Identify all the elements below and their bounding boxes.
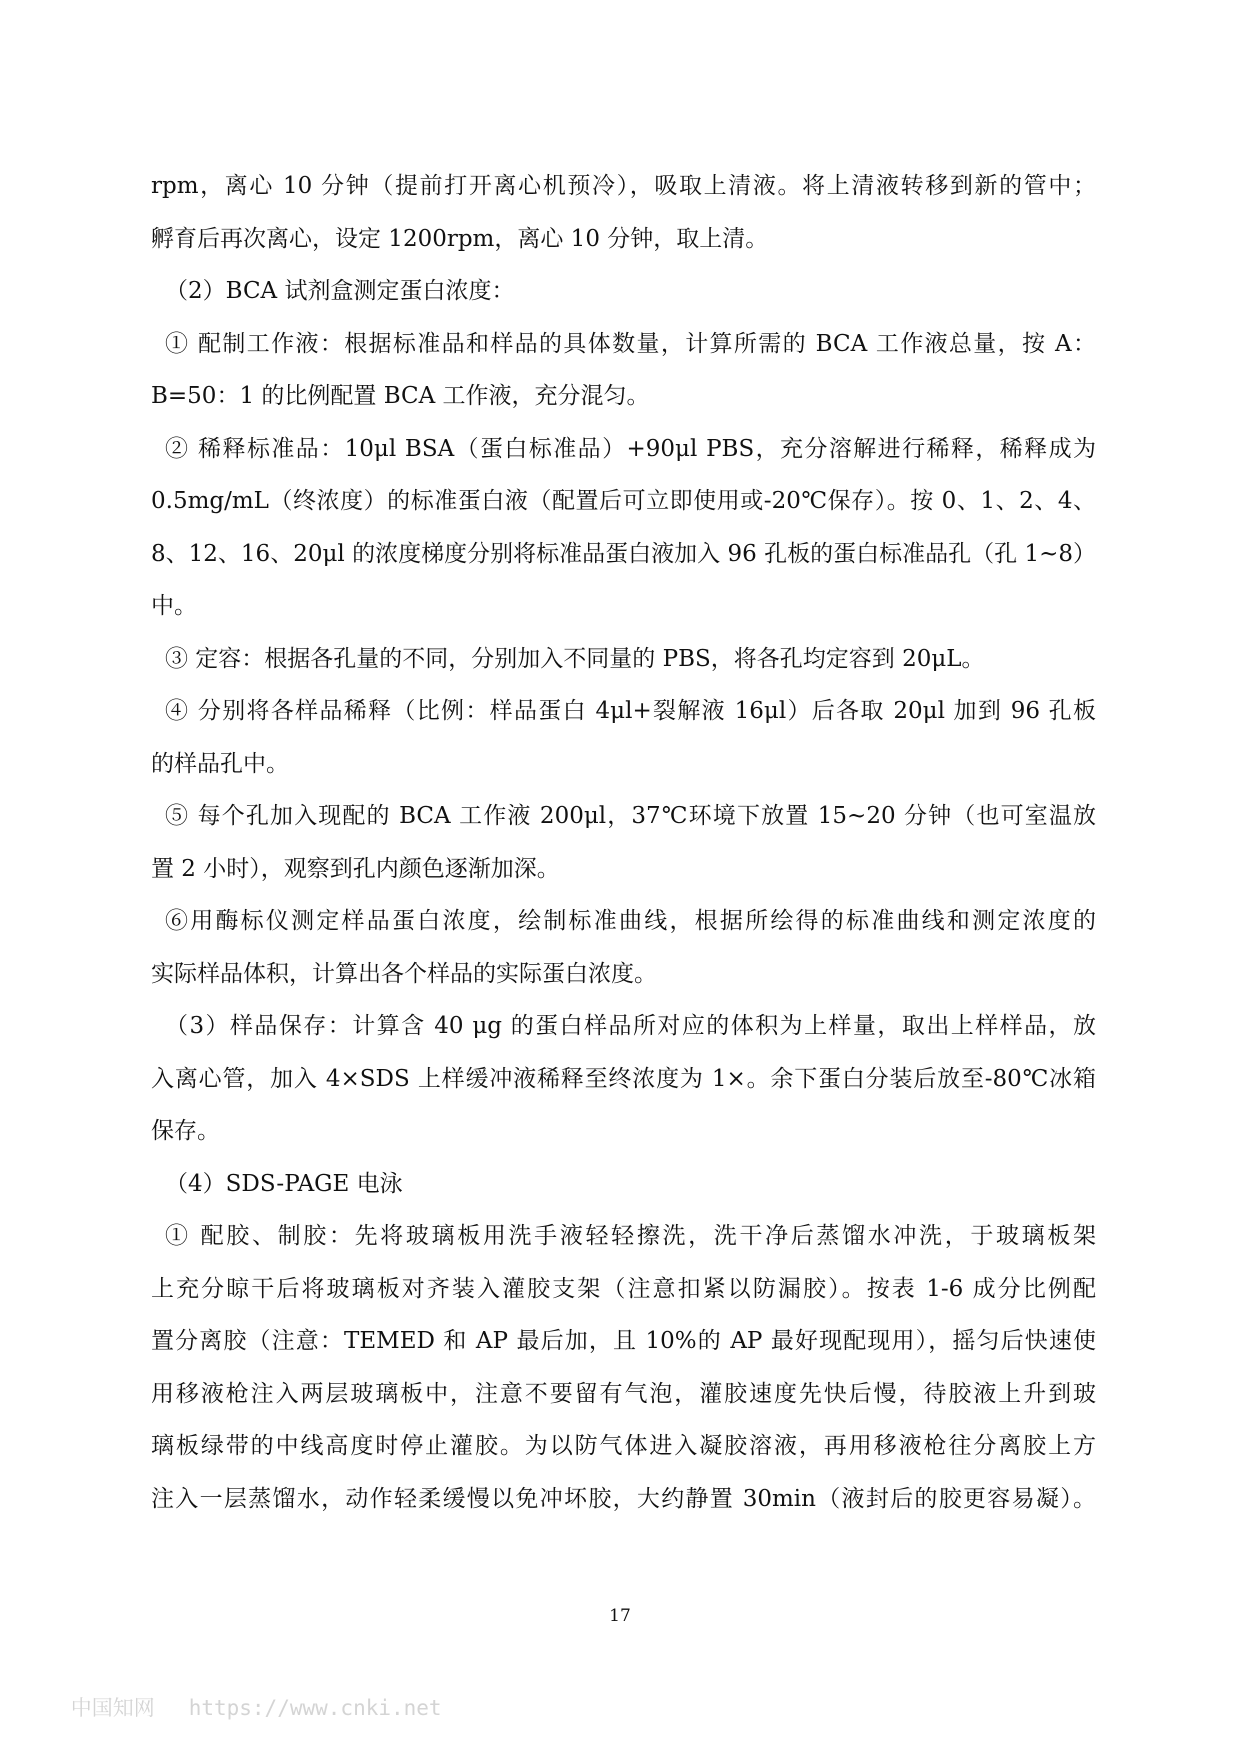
text-line: ① 配胶、制胶：先将玻璃板用洗手液轻轻擦洗，洗干净后蒸馏水冲洗，于玻璃板架	[165, 1223, 1096, 1249]
text-line: 0.5mg/mL（终浓度）的标准蛋白液（配置后可立即使用或-20℃保存）。按 0、1、2、4、	[151, 488, 1096, 514]
text-line: 实际样品体积，计算出各个样品的实际蛋白浓度。	[151, 960, 657, 987]
text-line: ② 稀释标准品：10μl BSA（蛋白标准品）+90μl PBS，充分溶解进行稀释，稀释成为	[165, 435, 1096, 462]
text-line: 用移液枪注入两层玻璃板中，注意不要留有气泡，灌胶速度先快后慢，待胶液上升到玻	[151, 1380, 1096, 1407]
watermark-url: https://www.cnki.net	[188, 1696, 442, 1720]
text-line: ⑤ 每个孔加入现配的 BCA 工作液 200μl，37℃环境下放置 15~20 分钟（也可室温放	[165, 803, 1096, 829]
page-number: 17	[609, 1606, 631, 1626]
text-line: 中。	[151, 593, 197, 619]
text-line: ④ 分别将各样品稀释（比例：样品蛋白 4μl+裂解液 16μl）后各取 20μl 加到 96 孔板	[165, 698, 1096, 724]
text-line: 孵育后再次离心，设定 1200rpm，离心 10 分钟，取上清。	[151, 225, 769, 252]
section-heading: （4）SDS-PAGE 电泳	[165, 1170, 403, 1197]
text-line: ⑥用酶标仪测定样品蛋白浓度，绘制标准曲线，根据所绘得的标准曲线和测定浓度的	[165, 908, 1096, 934]
body-text	[151, 160, 1096, 1525]
text-line: 8、12、16、20μl 的浓度梯度分别将标准品蛋白液加入 96 孔板的蛋白标准品孔（孔 1~8）	[151, 540, 1096, 567]
text-line: 注入一层蒸馏水，动作轻柔缓慢以免冲坏胶，大约静置 30min（液封后的胶更容易凝）。	[151, 1485, 1096, 1512]
text-line: B=50：1 的比例配置 BCA 工作液，充分混匀。	[151, 383, 650, 409]
text-line: 保存。	[151, 1118, 220, 1144]
text-line: ③ 定容：根据各孔量的不同，分别加入不同量的 PBS，将各孔均定容到 20μL。	[165, 645, 985, 672]
text-line: 的样品孔中。	[151, 750, 289, 777]
section-heading: （2）BCA 试剂盒测定蛋白浓度：	[165, 278, 515, 304]
section-heading: （3）样品保存：计算含 40 μg 的蛋白样品所对应的体积为上样量，取出上样样品，放	[165, 1013, 1096, 1039]
text-line: ① 配制工作液：根据标准品和样品的具体数量，计算所需的 BCA 工作液总量，按 A：	[165, 330, 1096, 357]
watermark	[44, 1668, 442, 1746]
watermark-brand: 中国知网	[70, 1696, 155, 1720]
text-line: 上充分晾干后将玻璃板对齐装入灌胶支架（注意扣紧以防漏胶）。按表 1-6 成分比例配	[151, 1275, 1096, 1302]
text-line: 璃板绿带的中线高度时停止灌胶。为以防气体进入凝胶溶液，再用移液枪往分离胶上方	[151, 1433, 1096, 1459]
text-line: 置 2 小时），观察到孔内颜色逐渐加深。	[151, 855, 560, 882]
text-line: rpm，离心 10 分钟（提前打开离心机预冷），吸取上清液。将上清液转移到新的管中；	[151, 173, 1096, 199]
text-line: 入离心管，加入 4×SDS 上样缓冲液稀释至终浓度为 1×。余下蛋白分装后放至-80℃冰箱	[151, 1065, 1096, 1092]
text-line: 置分离胶（注意：TEMED 和 AP 最后加，且 10%的 AP 最好现配现用），摇匀后快速使	[151, 1328, 1096, 1354]
